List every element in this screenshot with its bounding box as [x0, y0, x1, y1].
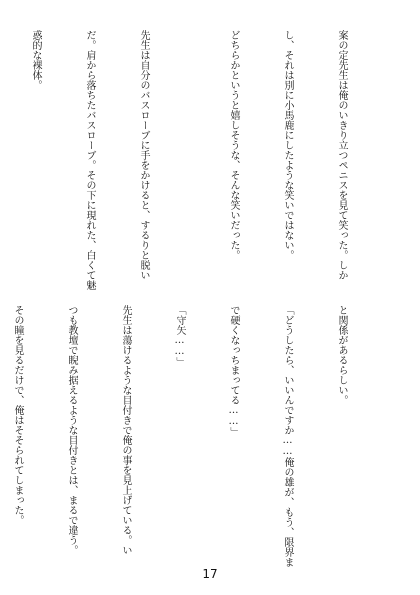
text-block-lower: [12, 305, 386, 567]
text-line: と関係があるらしい。: [336, 305, 347, 405]
text-block-upper: [30, 30, 386, 290]
text-line: 案の定先生は俺のいきり立つペニスを見て笑った。しか: [336, 30, 347, 280]
text-line: 惑的な裸体。: [30, 30, 41, 90]
text-line: 「守矢……」: [174, 305, 185, 367]
text-line: 先生は蕩けるような目付きで俺の事を見上げている。い: [120, 305, 131, 555]
text-line: どちらかというと嬉しそうな、そんな笑いだった。: [228, 30, 239, 260]
text-line: 「どうしたら、いいんですか……俺の雄が、もう、限界ま: [282, 305, 293, 567]
page-number: 17: [202, 567, 218, 581]
text-line: だ。肩から落ちたバスローブ。その下に現れた、白くて魅: [84, 30, 95, 290]
text-line: つも教壇で睨み据えるような目付きとは、まるで違う。: [66, 305, 77, 555]
text-line: し、それは別に小馬鹿にしたような笑いではない。: [282, 30, 293, 260]
text-line: その瞳を見るだけで、俺はそそられてしまった。: [12, 305, 23, 525]
text-line: で硬くなっちまってる……」: [228, 305, 239, 437]
text-line: 先生は自分のバスローブに手をかけると、するりと脱い: [138, 30, 149, 280]
